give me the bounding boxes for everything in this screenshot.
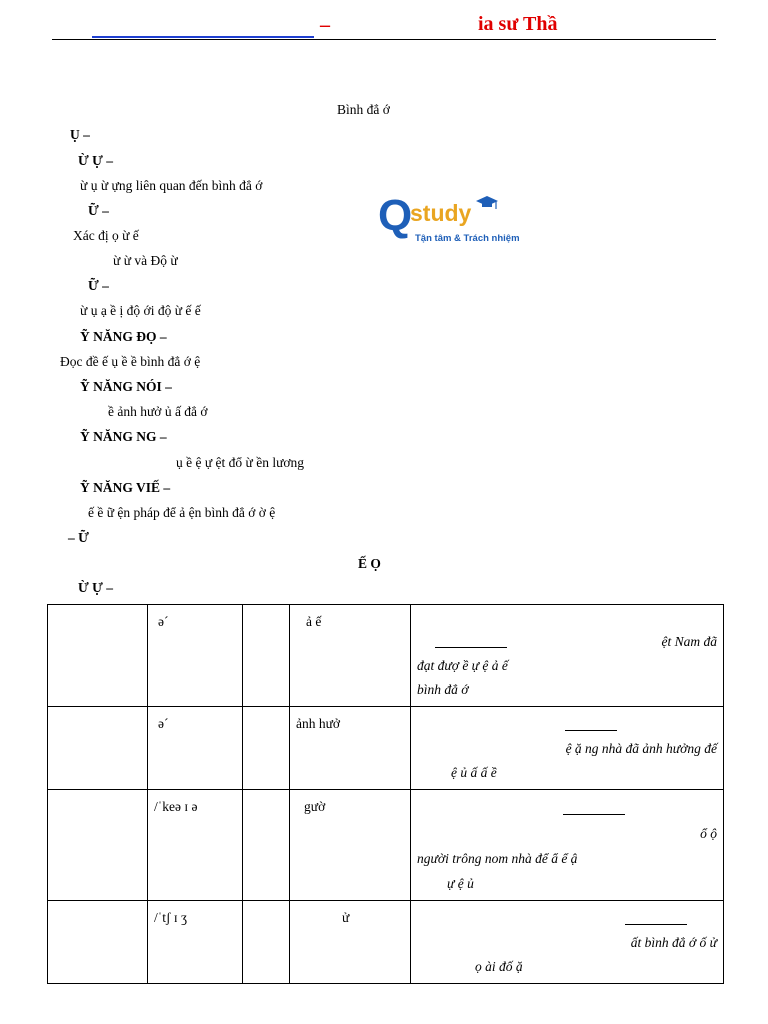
svg-text:study: study [410,200,472,226]
definition-cell [411,901,724,984]
blank-line [625,914,687,925]
ipa-cell: ə´ [148,605,243,707]
ipa-cell: ə´ [148,707,243,790]
section-heading-objectives: Ụ – [70,127,90,142]
subheading-writing: Ỹ NĂNG VIẾ – [80,480,171,495]
subheading-vocabulary: Ừ Ự – [78,153,113,168]
body-line: ừ ụ ạ ề ị độ ới độ ừ ế ế [80,303,201,318]
table-row [48,901,724,984]
ipa-cell: /ˈtʃ ɪ ʒ [148,901,243,984]
body-line: Đọc đề ế ụ ề ề bình đẳ ớ ệ [60,354,201,369]
section-heading-content: Ế Ọ [358,556,381,571]
definition-line: ệ ặ ng nhà đã ảnh hưởng đế [565,741,717,756]
type-cell [243,707,290,790]
definition-line: ự ệ ủ [447,876,474,891]
vocabulary-table [47,604,724,984]
definition-line: người trông nom nhà để ẩ ể ậ [417,851,578,866]
meaning-cell: ử [290,901,411,984]
definition-cell [411,605,724,707]
subheading-phonetics: Ữ – [88,278,109,293]
definition-cell [411,707,724,790]
svg-text:Q: Q [378,192,413,240]
type-cell [243,790,290,901]
subheading-listening: Ỹ NĂNG NG – [80,429,167,444]
definition-line: bình đẳ ớ [417,682,469,697]
blank-line [435,637,507,648]
header-divider [52,39,716,40]
body-line: ừ ụ ừ ựng liên quan đến bình đẳ ớ [80,178,263,193]
subheading-speaking: Ỹ NĂNG NÓI – [80,379,172,394]
meaning-cell: gườ [290,790,411,901]
meaning-cell: ả ế [290,605,411,707]
qstudy-logo [378,192,538,248]
body-line: ế ề ữ ện pháp để ả ện bình đẳ ớ ờ ệ [88,505,276,520]
header-title: ia sư Thầ [478,13,558,35]
table-row [48,790,724,901]
definition-line: đạt đượ ề ự ệ ả ế [417,658,508,673]
body-line: ề ảnh hưở ủ ấ đẳ ớ [108,404,208,419]
definition-line: ổ ộ [700,826,717,841]
type-cell [243,901,290,984]
word-cell [48,707,148,790]
definition-line: ọ ài đố ặ [475,959,523,974]
definition-line: ệt Nam đã [661,634,717,649]
meaning-cell: ảnh hưở [290,707,411,790]
body-line: Xác đị ọ ừ ế [73,228,139,243]
blank-line [563,804,625,815]
section-heading-knowledge: – Ữ [68,530,89,545]
type-cell [243,605,290,707]
ipa-cell: /ˈkeə ɪ ə [148,790,243,901]
subheading-vocabulary-table: Ừ Ự – [78,580,113,595]
header-link[interactable] [92,16,314,38]
word-cell [48,605,148,707]
body-line: ụ ề ệ ự ệt đổ ừ ền lương [176,455,305,470]
definition-line: ất bình đẳ ớ ố ử [630,935,717,950]
document-title: Bình đẳ ớ [337,102,390,117]
subheading-grammar: Ữ – [88,203,109,218]
table-row [48,605,724,707]
body-line: ừ ừ và Độ ừ [113,253,178,268]
blank-line [565,720,617,731]
table-row [48,707,724,790]
word-cell [48,901,148,984]
word-cell [48,790,148,901]
svg-text:Tận tâm & Trách nhiệm: Tận tâm & Trách nhiệm [415,233,520,244]
definition-cell [411,790,724,901]
definition-line: ệ ủ ấ ấ ề [451,765,497,780]
header-dash: – [320,14,330,36]
subheading-reading: Ỹ NĂNG ĐỌ – [80,329,167,344]
